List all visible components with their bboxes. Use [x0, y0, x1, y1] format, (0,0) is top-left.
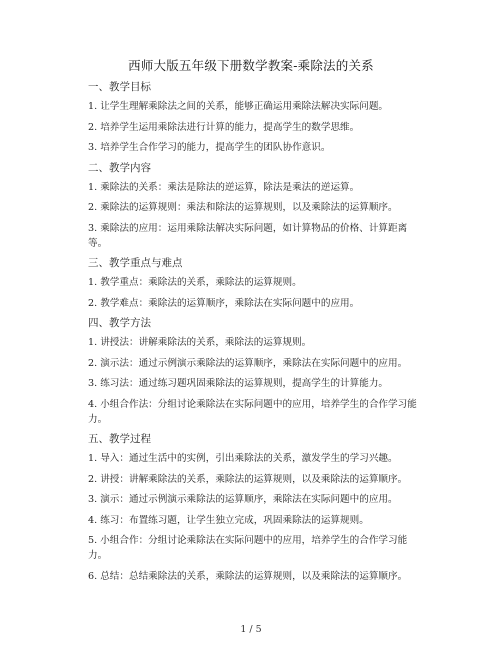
list-item: 4. 小组合作法：分组讨论乘除法在实际问题中的应用，培养学生的合作学习能力。	[88, 398, 417, 425]
list-item: 6. 总结：总结乘除法的关系，乘除法的运算规则，以及乘除法的运算顺序。	[88, 570, 408, 582]
section-heading: 二、教学内容	[88, 161, 151, 174]
section-heading: 五、教学过程	[88, 433, 151, 445]
list-item: 3. 练习法：通过练习题巩固乘除法的运算规则，提高学生的计算能力。	[88, 378, 389, 389]
section-teaching-process	[88, 432, 418, 584]
section-teaching-content	[88, 161, 418, 251]
list-item: 3. 演示：通过示例演示乘除法的运算顺序，乘除法在实际问题中的应用。	[88, 494, 398, 505]
document-body	[88, 80, 418, 589]
list-item: 2. 讲授：讲解乘除法的关系，乘除法的运算规则，以及乘除法的运算顺序。	[88, 473, 408, 485]
list-item: 2. 乘除法的运算规则：乘法和除法的运算规则，以及乘除法的运算顺序。	[88, 202, 398, 213]
section-heading: 四、教学方法	[88, 317, 151, 329]
list-item: 1. 让学生理解乘除法之间的关系，能够正确运用乘除法解决实际问题。	[88, 101, 389, 112]
list-item: 5. 小组合作：分组讨论乘除法在实际问题中的应用，培养学生的合作学习能力。	[88, 535, 408, 561]
list-item: 1. 乘除法的关系：乘法是除法的逆运算，除法是乘法的逆运算。	[88, 181, 360, 193]
list-item: 3. 培养学生合作学习的能力，提高学生的团队协作意识。	[88, 142, 331, 153]
list-item: 1. 导入：通过生活中的实例，引出乘除法的关系，激发学生的学习兴趣。	[88, 453, 398, 464]
list-item: 1. 讲授法：讲解乘除法的关系，乘除法的运算规则。	[88, 337, 312, 348]
section-key-points	[88, 256, 418, 311]
list-item: 2. 演示法：通过示例演示乘除法的运算顺序，乘除法在实际问题中的应用。	[88, 357, 408, 369]
list-item: 1. 教学重点：乘除法的关系，乘除法的运算规则。	[88, 277, 302, 288]
section-teaching-goals	[88, 80, 418, 155]
list-item: 2. 教学难点：乘除法的运算顺序，乘除法在实际问题中的应用。	[88, 297, 360, 309]
list-item: 4. 练习：布置练习题，让学生独立完成，巩固乘除法的运算规则。	[88, 514, 369, 526]
list-item: 2. 培养学生运用乘除法进行计算的能力，提高学生的数学思维。	[88, 121, 360, 133]
document-title: 西师大版五年级下册数学教案-乘除法的关系	[128, 58, 374, 73]
section-teaching-methods	[88, 316, 418, 427]
list-item: 3. 乘除法的应用：运用乘除法解决实际问题，如计算物品的价格、计算距离等。	[88, 222, 408, 249]
section-heading: 三、教学重点与难点	[88, 257, 183, 269]
page-number: 1 / 5	[240, 624, 262, 635]
section-heading: 一、教学目标	[88, 81, 151, 93]
